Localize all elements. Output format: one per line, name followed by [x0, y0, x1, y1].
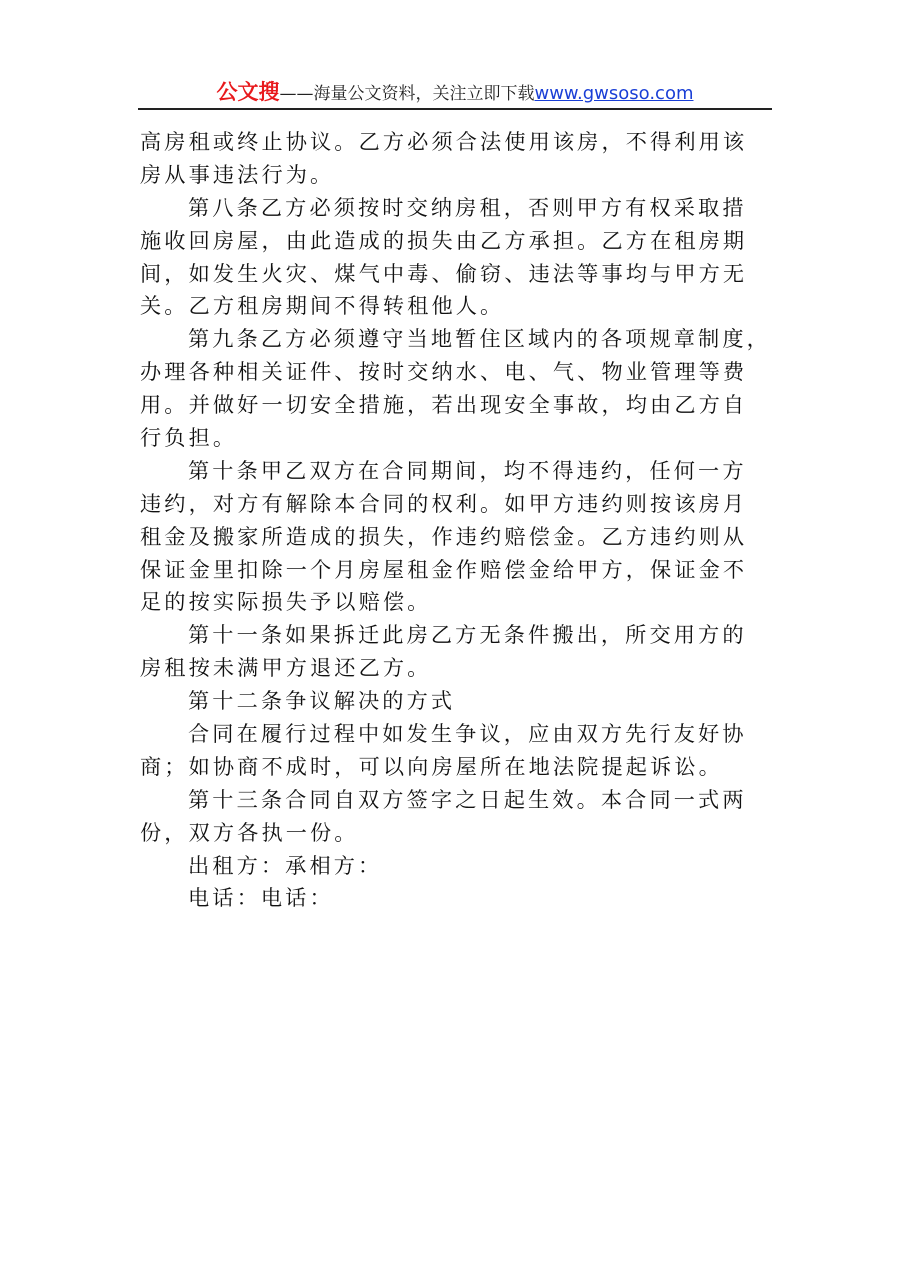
- text-line: 办理各种相关证件、按时交纳水、电、气、物业管理等费: [140, 359, 748, 385]
- brand-logo-text: 公文搜: [216, 80, 280, 104]
- text-line: 高房租或终止协议。乙方必须合法使用该房，不得利用该: [140, 129, 748, 154]
- text-line: 第九条乙方必须遵守当地暂住区域内的各项规章制度，: [188, 326, 771, 352]
- text-line: 合同在履行过程中如发生争议，应由双方先行友好协: [188, 721, 747, 747]
- text-line: 房从事违法行为。: [140, 161, 335, 187]
- text-line: 间，如发生火灾、煤气中毒、偷窃、违法等事均与甲方无: [140, 260, 748, 286]
- header-tagline: ——海量公文资料，关注立即下载: [279, 84, 535, 104]
- text-line: 房租按未满甲方退还乙方。: [140, 655, 432, 681]
- text-line: 关。乙方租房期间不得转租他人。: [140, 293, 505, 319]
- website-link[interactable]: www.gwsoso.com: [534, 83, 694, 104]
- text-line: 第十三条合同自双方签字之日起生效。本合同一式两: [188, 786, 747, 812]
- text-line: 第十一条如果拆迁此房乙方无条件搬出，所交用方的: [188, 622, 747, 648]
- text-line: 施收回房屋，由此造成的损失由乙方承担。乙方在租房期: [140, 227, 748, 253]
- text-line: 保证金里扣除一个月房屋租金作赔偿金给甲方，保证金不: [140, 556, 748, 582]
- document-body: [140, 126, 772, 915]
- text-line: 第八条乙方必须按时交纳房租，否则甲方有权采取措: [188, 194, 747, 220]
- text-line: 第十二条争议解决的方式: [188, 688, 456, 714]
- text-line: 行负担。: [140, 425, 238, 451]
- text-line: 足的按实际损失予以赔偿。: [140, 589, 432, 615]
- text-line: 商；如协商不成时，可以向房屋所在地法院提起诉讼。: [140, 753, 723, 779]
- page-header: [138, 78, 772, 108]
- header-divider: [138, 108, 772, 110]
- signature-line-phone: 电话：电话：: [188, 885, 334, 911]
- text-line: 违约，对方有解除本合同的权利。如甲方违约则按该房月: [140, 490, 748, 516]
- signature-line-lessor-lessee: 出租方：承相方：: [188, 852, 383, 878]
- text-line: 租金及搬家所造成的损失，作违约赔偿金。乙方违约则从: [140, 523, 748, 549]
- text-line: 第十条甲乙双方在合同期间，均不得违约，任何一方: [188, 457, 747, 483]
- text-line: 用。并做好一切安全措施，若出现安全事故，均由乙方自: [140, 392, 748, 418]
- text-line: 份，双方各执一份。: [140, 819, 359, 845]
